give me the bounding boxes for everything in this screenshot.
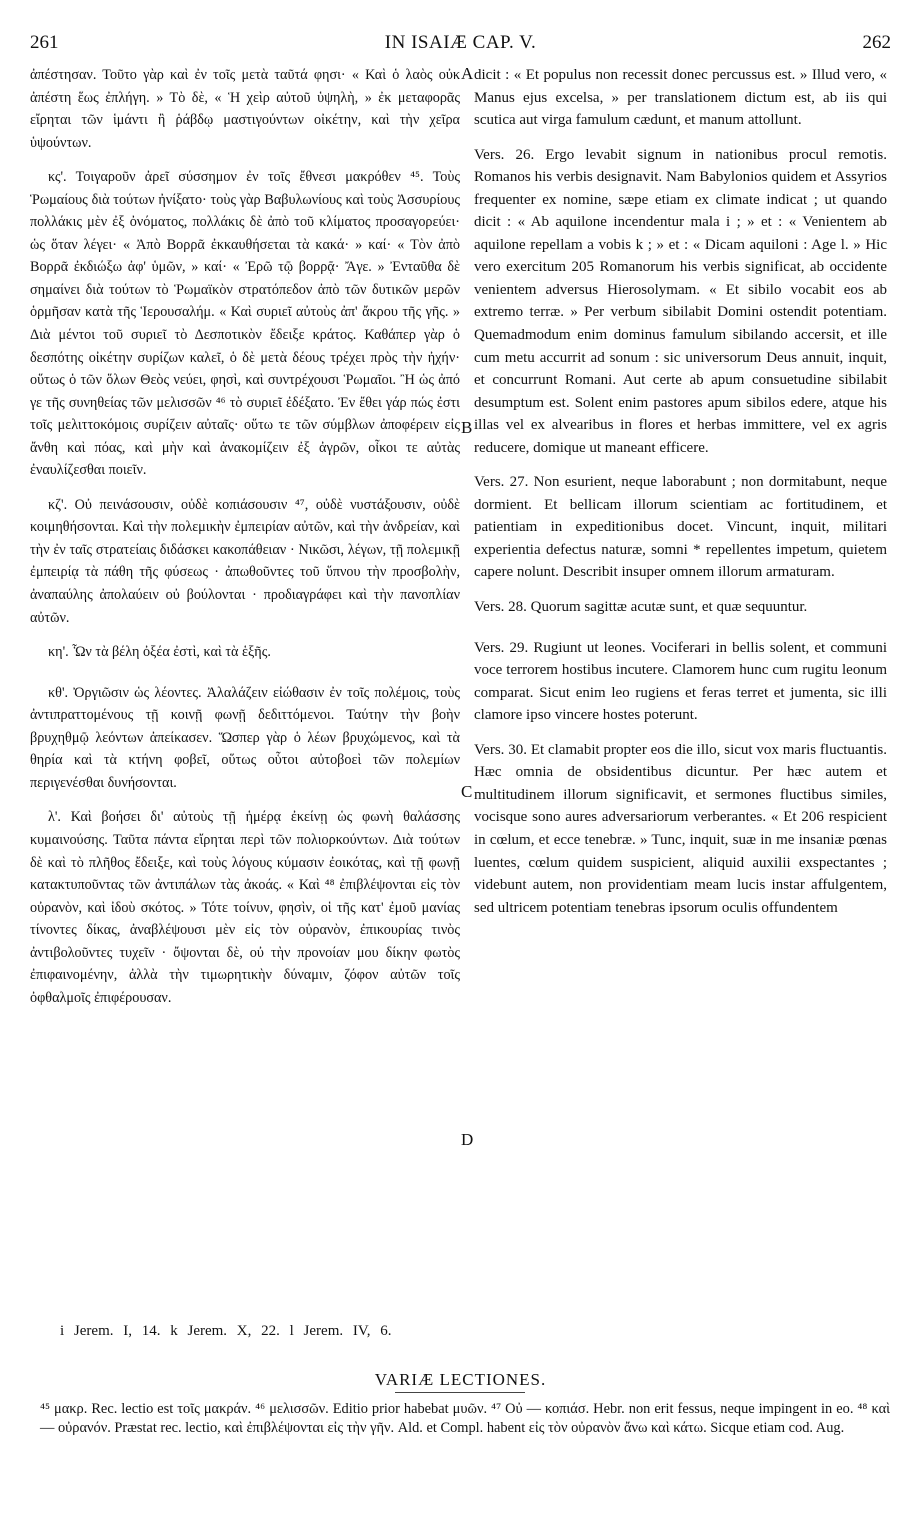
- footnotes: i Jerem. I, 14. k Jerem. X, 22. l Jerem. IV, 6.: [60, 1323, 392, 1339]
- margin-letter-a: A: [461, 64, 474, 83]
- greek-para-27: κζ'. Οὐ πεινάσουσιν, οὐδὲ κοπιάσουσιν ⁴⁷, οὐδὲ νυστάξουσιν, οὐδὲ κοιμηθήσονται. Καὶ τὴν πολεμικὴν ἐμπειρίαν αὐτῶν, καὶ τὴν ἀνδρείαν, καὶ τὴν ἐν ταῖς στρατείαις διδάσκει κακοπάθειαν · Νικῶσι, λέγων, τῇ πολεμικῇ ἐμπειρίᾳ τὰ πάθη τῆς φύσεως · ἀπωθοῦντες τοῦ ὕπνου τὴν προσβολὴν, ἀναπαύλης ἀπολαύειν οὐ βούλονται · προδιαγράφει καὶ τὴν πανοπλίαν αὐτῶν.: [30, 496, 460, 626]
- greek-para-26: κς'. Τοιγαροῦν ἀρεῖ σύσσημον ἐν τοῖς ἔθνεσι μακρόθεν ⁴⁵. Τοὺς Ῥωμαίους διὰ τούτων ἠνίξατο· τοὺς γὰρ Βαβυλωνίους καὶ τοὺς Ἀσσυρίους πολλάκις μὲν ἐξ ὀνόματος, πολλάκις δὲ ἀπὸ τοῦ κλίματος προσαγορεύει· ὡς ὅταν λέγει· « Ἀπὸ Βορρᾶ ἐκκαυθήσεται τὰ κακά· » καί· « Τὸν ἀπὸ Βορρᾶ ἐκδιώξω ἀφ' ὑμῶν, » καί· « Ἐρῶ τῷ βορρᾷ· Ἄγε. » Ἐνταῦθα δὲ σημαίνει διὰ τούτων τὸ Ῥωμαϊκὸν στρατόπεδον ἀπὸ τῶν δυτικῶν μερῶν ὁρμῆσαν κατὰ τῆς Ἱερουσαλήμ. « Καὶ συριεῖ αὐτοὺς ἀπ' ἄκρου τῆς γῆς. » Διὰ μέντοι τοῦ συριεῖ τὸ Δεσποτικὸν ἔδειξε κράτος. Καθάπερ γὰρ ὁ δεσπότης οἰκέτην συρίζων καλεῖ, ὁ δὲ μετὰ δέους τρέχει πρὸς τὴν ἠχήν· οὕτως ὁ τῶν ὅλων Θεὸς νεύει, φησὶ, καὶ συντρέχουσι Ῥωμαῖοι. Ἢ ὡς ἀπό γε τῆς συνηθείας τῶν μελισσῶν ⁴⁶ τὸ συριεῖ ἐδέξατο. Ἐν ἔθει γάρ πώς ἐστι τοῖς μελιττοκόμοις συρίζειν αὐταῖς· οὕτω τε τῶν σύμβλων ἀποφέρειν εἰς ἄνθη καὶ πόας, καὶ μὴν καὶ ἀνακομίζειν ἐξ ἀγρῶν, οἶκοι τε αὐτὰς ἐναυλίζεσθαι ποιεῖν.: [30, 169, 460, 479]
- latin-vers-30: Vers. 30. Et clamabit propter eos die illo, sicut vox maris fluctuantis. Hæc omnia de obsidentibus dicuntur. Per hæc autem et multitudinem illorum significavit, et sermones fluctibus similes, vocisque sono aures adversariorum verberantes. « Et 206 respicient in cœlum, et ecce tenebræ. » Tunc, inquit, suæ in me insaniæ pœnas luentes, cœlum quidem suspicient, aliquid auxilii exspectantes ; videbunt autem, non providentiam meam lucis instar affulgentem, sed ultricem potentiam tenebras ipsorum oculis offundentem: [474, 741, 887, 916]
- latin-column: [474, 64, 887, 931]
- left-page-number: 261: [30, 32, 59, 53]
- greek-para-28: κη'. Ὧν τὰ βέλη ὀξέα ἐστὶ, καὶ τὰ ἑξῆς.: [48, 644, 271, 661]
- greek-para-30: λ'. Καὶ βοήσει δι' αὐτοὺς τῇ ἡμέρᾳ ἐκείνῃ ὡς φωνὴ θαλάσσης κυμαινούσης. Ταῦτα πάντα εἴρηται περὶ τῶν πολιορκούντων. Διὰ τούτων δὲ καὶ τὸ πλῆθος ἔδειξε, καὶ τοὺς λόγους κύμασιν ἐοικότας, καὶ τῇ φωνῇ κατακτυποῦντας τῶν ἀντιπάλων τὰς ἀκοάς. « Καὶ ⁴⁸ ἐπιβλέψονται εἰς τὸν οὐρανὸν, καὶ ἰδοὺ σκότος. » Τότε τοίνυν, φησὶν, οἱ τῆς κατ' ἐμοῦ μανίας τίνοντες δίκας, ἀναβλέψουσι μὲν εἰς τὸν οὐρανὸν, ἐπικουρίας τινὸς ἀντιβολοῦντες τυχεῖν · ὄψονται δὲ, οὐ τὴν προνοίαν μου δίκην φωτὸς ἐπιφαινομένην, ἀλλὰ τὴν τιμωρητικὴν δύναμιν, ζόφον αὐτῶν τοῖς ὀφθαλμοῖς ἐπιφέρουσαν.: [30, 809, 460, 1006]
- latin-vers-27: Vers. 27. Non esurient, neque laborabunt ; non dormitabunt, neque dormient. Et bellicam illorum scientiam ac fortitudinem, et patientiam in expeditionibus docet. Vincunt, inquit, militari experientia defectus naturæ, somni * repellentes impetum, quietem capere nolunt. Describit insuper omnem illorum armaturam.: [474, 474, 887, 581]
- margin-letter-d: D: [461, 1130, 474, 1149]
- variae-lectiones-text: ⁴⁵ μακρ. Rec. lectio est τοῖς μακράν. ⁴⁶ μελισσῶν. Editio prior habebat μυῶν. ⁴⁷ Οὐ — κοπιάσ. Hebr. non erit fessus, neque impingent in eo. ⁴⁸ καὶ — οὐρανόν. Præstat rec. lectio, καὶ ἐπιβλέψονται εἰς τὴν γῆν. Ald. et Compl. habent εἰς τὸν οὐρανὸν ἄνω καὶ κάτω. Sicque etiam cod. Aug.: [40, 1401, 890, 1436]
- margin-letter-b: B: [461, 418, 473, 437]
- latin-vers-29: Vers. 29. Rugiunt ut leones. Vociferari in bellis solent, et communi voce terrorem hostibus incutere. Clamorem hunc cum rugitu leonum comparat. Sicut enim leo rugiens et feras terret et jumenta, sic illi clamore ipso vincere hostes poterunt.: [474, 639, 887, 724]
- latin-para-1: dicit : « Et populus non recessit donec percussus est. » Illud vero, « Manus ejus excelsa, » per translationem dictum est, ab iis qui scutica aut virga famulum cædunt, et manum attollunt.: [474, 67, 887, 129]
- margin-letter-c: C: [461, 782, 473, 801]
- variae-lectiones-title: VARIÆ LECTIONES.: [374, 1370, 547, 1389]
- running-title: IN ISAIÆ CAP. V.: [384, 32, 537, 53]
- running-header: [30, 28, 891, 58]
- title-rule: [395, 1392, 525, 1393]
- greek-para-29: κθ'. Ὀργιῶσιν ὡς λέοντες. Ἀλαλάζειν εἰώθασιν ἐν τοῖς πολέμοις, τοὺς ἀντιπραττομένους τῇ κοινῇ φωνῇ δεδιττόμενοι. Ταύτην τὴν βοὴν βρυχηθμῷ λεόντων ἀπείκασεν. Ὥσπερ γὰρ ὁ λέων βρυχώμενος, καὶ τὰ θηρία καὶ τὰ κτήνη φοβεῖ, οὕτως οὗτοι αὐτοβοεὶ τῶν πολεμίων περιγενέσθαι δυνήσονται.: [30, 684, 460, 791]
- right-page-number: 262: [862, 32, 891, 53]
- latin-vers-26: Vers. 26. Ergo levabit signum in nationibus procul remotis. Romanos his verbis designavit. Nam Babylonios quidem et Assyrios frequenter ex nomine, sæpe etiam ex climate indicat ; ut quando dicit : « Ab aquilone incendentur mala i ; » et : « Venientem ab aquilone repellam a vobis k ; » et : « Dicam aquiloni : Age l. » Hic vero exercitum 205 Romanorum his verbis significat, ab occidente venientem adversus Hierosolymam. « Et sibilo vocabit eos ab extremo terræ. » Per verbum sibilabit Domini ostendit potentiam. Quemadmodum enim dominus famulum sibilando accersit, et ille cum metu accurrit ad sonum : sic universorum Deus annuit, inquit, et concurrunt Romani. Aut certe ab apum consuetudine sibilabit desumptum est. Solent enim pastores apum sibilos edere, atque his illas vel ex alvearibus in flores et herbas immittere, vel ex agris reducere, domique ut maneant efficere.: [474, 146, 887, 456]
- latin-vers-28: Vers. 28. Quorum sagittæ acutæ sunt, et quæ sequuntur.: [474, 599, 808, 616]
- greek-para-1: ἀπέστησαν. Τοῦτο γὰρ καὶ ἐν τοῖς μετὰ ταῦτά φησι· « Καὶ ὁ λαὸς οὐκ ἀπέστη ἕως ἐπλήγη. » Τὸ δὲ, « Ἡ χεὶρ αὐτοῦ ὑψηλὴ, » ἐκ μεταφορᾶς εἴρηται τῶν ἱμάντι ἢ ῥάβδῳ μαστιγούντων οἰκέτην, καὶ τὴν χεῖρα ὑψούντων.: [30, 67, 460, 151]
- greek-column: [30, 64, 460, 1021]
